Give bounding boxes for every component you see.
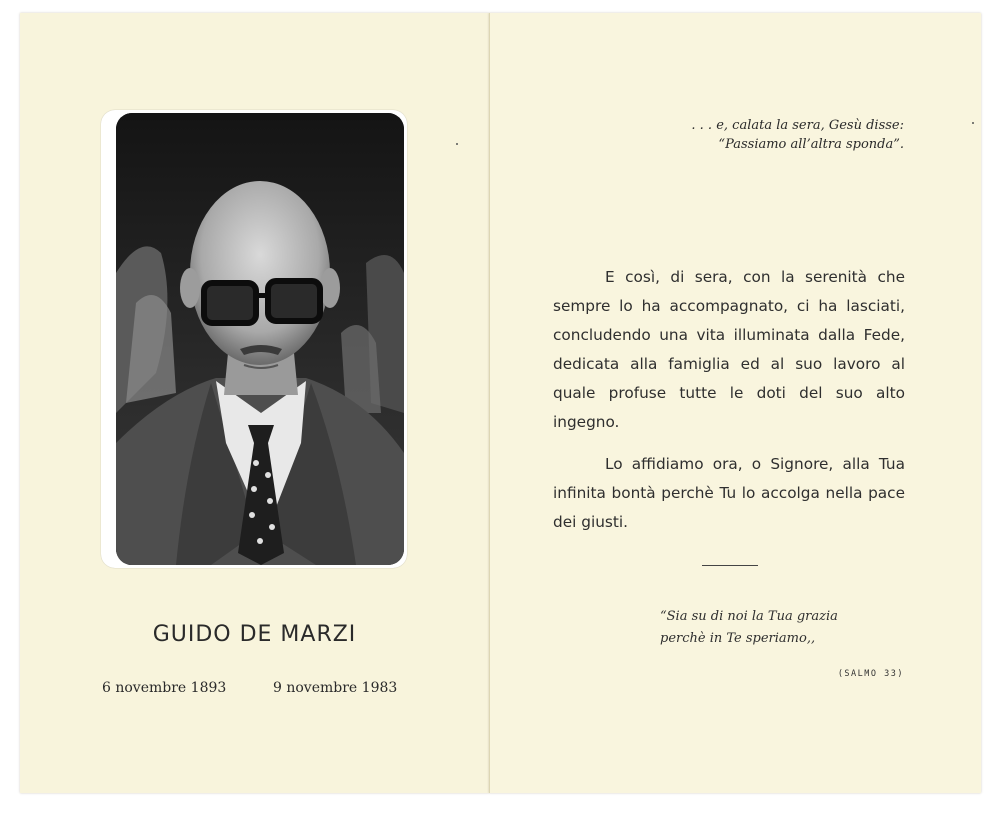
paper-speck (456, 143, 458, 145)
psalm-quote (660, 606, 904, 650)
memorial-paragraph-2: Lo affidiamo ora, o Signore, alla Tua infinita bontà perchè Tu lo accolga nella pace dei giusti. (553, 455, 905, 531)
epigraph-line-2: “Passiamo all’altra sponda”. (718, 137, 904, 152)
epigraph-quote (560, 116, 904, 154)
memorial-paragraph-1: E così, di sera, con la serenità che sempre lo ha accompagnato, ci ha lasciati, concludendo una vita illuminata dalla Fede, dedicata alla famiglia ed al suo lavoro al quale profuse tutte le doti del suo alto ingegno. (553, 268, 905, 431)
portrait-photo (116, 113, 404, 565)
psalm-line-1: “Sia su di noi la Tua grazia (660, 609, 838, 624)
birth-date: 6 novembre 1893 (102, 680, 227, 696)
death-date: 9 novembre 1983 (273, 680, 398, 696)
psalm-reference: (SALMO 33) (837, 669, 904, 679)
epigraph-line-1: . . . e, calata la sera, Gesù disse: (691, 118, 904, 133)
paper-speck (972, 122, 974, 124)
deceased-name: GUIDO DE MARZI (152, 622, 357, 647)
card-fold (489, 13, 490, 793)
psalm-line-2: perchè in Te speriamo,, (660, 631, 816, 646)
divider-line (702, 565, 758, 566)
